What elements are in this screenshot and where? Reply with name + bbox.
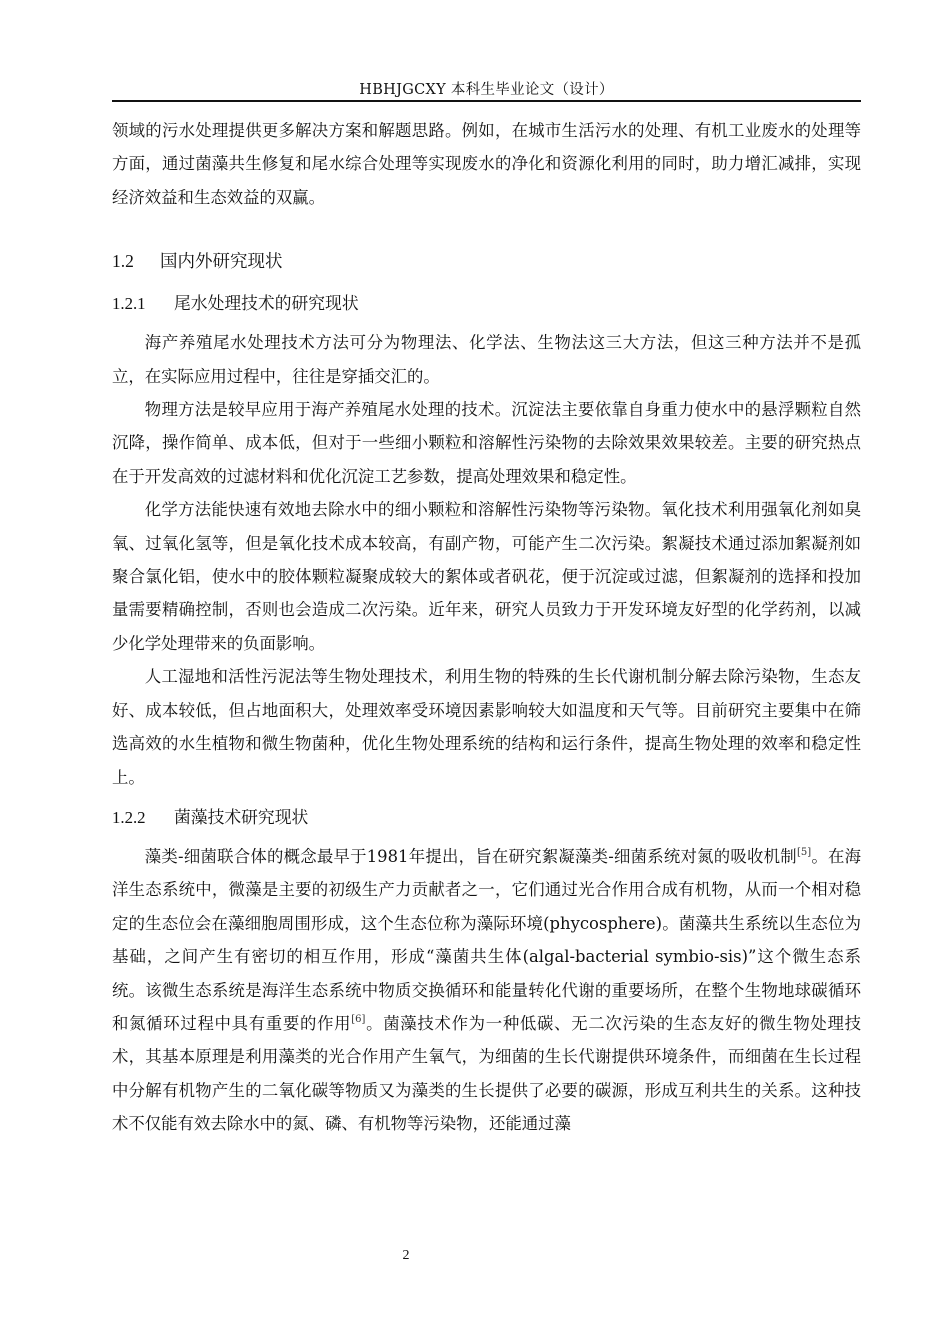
subsection-heading-1-2-1 (112, 286, 861, 321)
subsection-title: 尾水处理技术的研究现状 (174, 293, 359, 314)
subsection-number: 1.2.2 (112, 807, 146, 827)
subsection-number: 1.2.1 (112, 294, 146, 314)
section-number: 1.2 (112, 251, 134, 272)
section-title: 国内外研究现状 (160, 252, 283, 273)
page-header: HBHJGCXY 本科生毕业论文（设计） (359, 82, 614, 98)
paragraph-algal-bacterial (112, 840, 861, 1141)
intro-paragraph: 领域的污水处理提供更多解决方案和解题思路。例如，在城市生活污水的处理、有机工业废水的处理等方面，通过菌藻共生修复和尾水综合处理等实现废水的净化和资源化利用的同时，助力增汇减排，实现经济效益和生态效益的双赢。 (112, 121, 861, 207)
paragraph-methods-overview: 海产养殖尾水处理技术方法可分为物理法、化学法、生物法这三大方法，但这三种方法并不是孤立，在实际应用过程中，往往是穿插交汇的。 (112, 333, 861, 386)
citation-ref[interactable]: [5] (796, 846, 812, 858)
document-body (112, 114, 861, 1141)
subsection-title: 菌藻技术研究现状 (174, 806, 309, 827)
paragraph-text: 。在海洋生态系统中，微藻是主要的初级生产力贡献者之一，它们通过光合作用合成有机物，从而一个相对稳定的生态位会在藻细胞周围形成，这个生态位称为藻际环境(phycosphere)。菌藻共生系统以生态位为基础，之间产生有密切的相互作用，形成“藻菌共生体(algal-bacterial symbio-sis)”这个微生态系统。该微生态系统是海洋生态系统中物质交换循环和能量转化代谢的重要场所，在整个生物地球碳循环和氮循环过程中具有重要的作用 (112, 846, 861, 1033)
paragraph-text: 藻类-细菌联合体的概念最早于1981年提出，旨在研究絮凝藻类-细菌系统对氮的吸收机制 (144, 846, 797, 866)
paragraph-text: 。菌藻技术作为一种低碳、无二次污染的生态友好的微生物处理技术，其基本原理是利用藻类的光合作用产生氧气，为细菌的生长代谢提供环境条件，而细菌在生长过程中分解有机物产生的二氧化碳等物质又为藻类的生长提供了必要的碳源，形成互利共生的关系。这种技术不仅能有效去除水中的氮、磷、有机物等污染物，还能通过藻 (112, 1013, 862, 1134)
paragraph-biological-methods: 人工湿地和活性污泥法等生物处理技术，利用生物的特殊的生长代谢机制分解去除污染物，生态友好、成本较低，但占地面积大，处理效率受环境因素影响较大如温度和天气等。目前研究主要集中在筛选高效的水生植物和微生物菌种，优化生物处理系统的结构和运行条件，提高生物处理的效率和稳定性上。 (112, 667, 861, 787)
page-number: 2 (402, 1248, 410, 1263)
citation-ref[interactable]: [6] (351, 1013, 366, 1025)
header-divider (112, 100, 861, 102)
paragraph-physical-methods: 物理方法是较早应用于海产养殖尾水处理的技术。沉淀法主要依靠自身重力使水中的悬浮颗粒自然沉降，操作简单、成本低，但对于一些细小颗粒和溶解性污染物的去除效果效果较差。主要的研究热点在于开发高效的过滤材料和优化沉淀工艺参数，提高处理效果和稳定性。 (112, 400, 861, 486)
section-heading-1-2 (112, 244, 861, 279)
paragraph-chemical-methods: 化学方法能快速有效地去除水中的细小颗粒和溶解性污染物等污染物。氧化技术利用强氧化剂如臭氧、过氧化氢等，但是氧化技术成本较高，有副产物，可能产生二次污染。絮凝技术通过添加絮凝剂如聚合氯化铝，使水中的胶体颗粒凝聚成较大的絮体或者矾花，便于沉淀或过滤，但絮凝剂的选择和投加量需要精确控制，否则也会造成二次污染。近年来，研究人员致力于开发环境友好型的化学药剂，以减少化学处理带来的负面影响。 (112, 500, 861, 653)
subsection-heading-1-2-2 (112, 800, 861, 835)
